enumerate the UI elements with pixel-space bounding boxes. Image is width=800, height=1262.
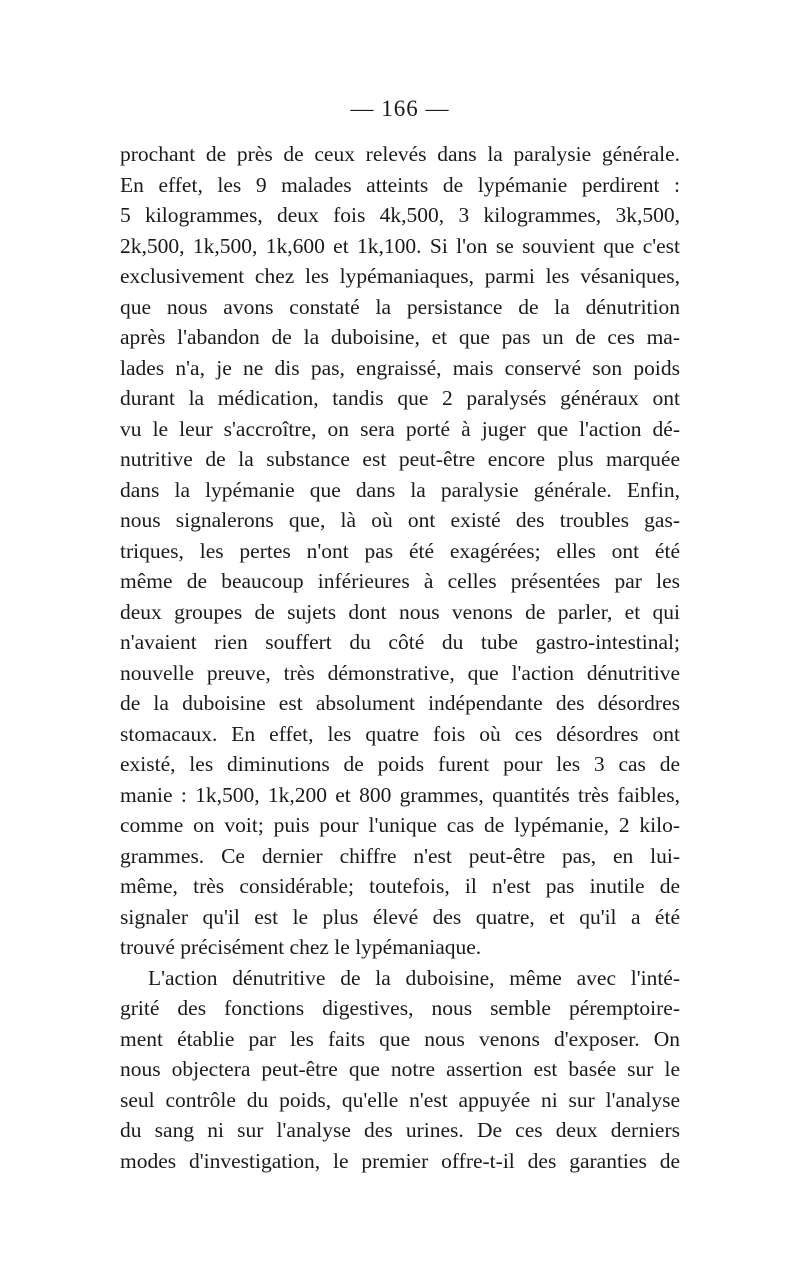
text-line: ment établie par les faits que nous venons d'exposer. On [120, 1026, 680, 1051]
paragraph-end-line: trouvé précisément chez le lypémaniaque. [120, 935, 482, 959]
body-text [120, 139, 680, 1176]
text-line: 5 kilogrammes, deux fois 4k,500, 3 kilogrammes, 3k,500, [120, 203, 680, 227]
text-line: deux groupes de sujets dont nous venons de parler, et qui [120, 599, 680, 624]
text-line: 2k,500, 1k,500, 1k,600 et 1k,100. Si l'on se souvient que c'est [120, 233, 680, 258]
text-line: prochant de près de ceux relevés dans la paralysie générale. [120, 142, 680, 166]
text-line: même, très considérable; toutefois, il n'est pas inutile de [120, 874, 680, 898]
text-line: n'avaient rien souffert du côté du tube gastro-intestinal; [120, 630, 680, 654]
text-line: triques, les pertes n'ont pas été exagérées; elles ont été [120, 538, 680, 563]
text-line: signaler qu'il est le plus élevé des quatre, et qu'il a été [120, 904, 680, 929]
text-line: exclusivement chez les lypémaniaques, parmi les vésaniques, [120, 264, 680, 288]
text-line: nutritive de la substance est peut-être encore plus marquée [120, 447, 680, 471]
text-line: lades n'a, je ne dis pas, engraissé, mais conservé son poids [120, 355, 680, 380]
text-line: même de beaucoup inférieures à celles présentées par les [120, 569, 680, 593]
text-line: modes d'investigation, le premier offre-t-il des garanties de [120, 1148, 680, 1173]
text-line: vu le leur s'accroître, on sera porté à juger que l'action dé- [120, 416, 680, 441]
text-line: En effet, les 9 malades atteints de lypémanie perdirent : [120, 172, 680, 197]
text-line: durant la médication, tandis que 2 paralysés généraux ont [120, 386, 680, 410]
text-line: manie : 1k,500, 1k,200 et 800 grammes, quantités très faibles, [120, 782, 680, 807]
text-line: nous signalerons que, là où ont existé des troubles gas- [120, 508, 680, 532]
text-line: grammes. Ce dernier chiffre n'est peut-être pas, en lui- [120, 843, 680, 868]
text-line: seul contrôle du poids, qu'elle n'est appuyée ni sur l'analyse [120, 1087, 680, 1112]
text-line: existé, les diminutions de poids furent pour les 3 cas de [120, 752, 680, 776]
text-line: dans la lypémanie que dans la paralysie générale. Enfin, [120, 477, 680, 502]
text-line: après l'abandon de la duboisine, et que pas un de ces ma- [120, 325, 680, 349]
text-line: du sang ni sur l'analyse des urines. De ces deux derniers [120, 1118, 680, 1142]
text-line: nous objectera peut-être que notre assertion est basée sur le [120, 1057, 680, 1081]
page-number: — 166 — [350, 96, 450, 121]
text-line: comme on voit; puis pour l'unique cas de lypémanie, 2 kilo- [120, 813, 680, 837]
text-line: stomacaux. En effet, les quatre fois où ces désordres ont [120, 721, 680, 746]
text-line: que nous avons constaté la persistance de la dénutrition [120, 294, 680, 319]
text-line: grité des fonctions digestives, nous semble péremptoire- [120, 996, 680, 1020]
text-line: de la duboisine est absolument indépendante des désordres [120, 691, 680, 715]
text-line: nouvelle preuve, très démonstrative, que l'action dénutritive [120, 660, 680, 685]
paragraph-start-line: L'action dénutritive de la duboisine, même avec l'inté- [148, 965, 680, 990]
